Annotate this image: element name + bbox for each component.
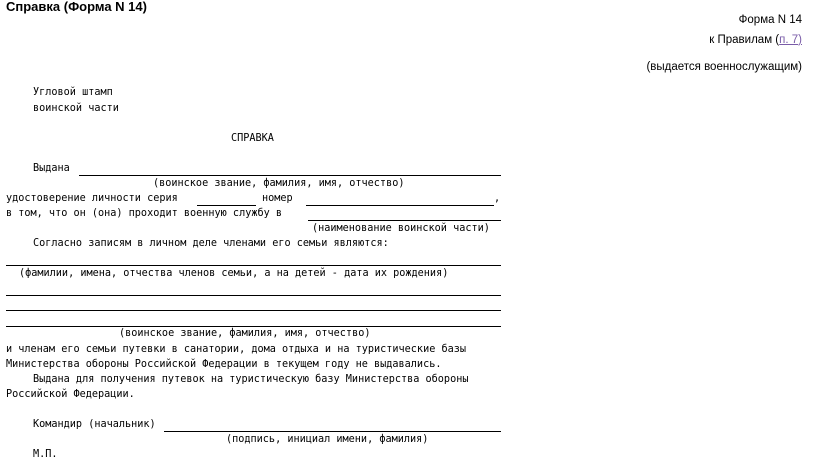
service-label: в том, что он (она) проходит военную службу в <box>6 208 283 219</box>
family-intro: Согласно записям в личном деле членами его семьи являются: <box>33 238 389 249</box>
id-number-label: номер <box>262 193 293 204</box>
commander-label: Командир (начальник) <box>33 419 156 430</box>
id-comma: , <box>494 193 501 204</box>
member-caption: (воинское звание, фамилия, имя, отчество) <box>119 328 371 339</box>
stamp-line-1: Угловой штамп <box>33 87 113 98</box>
rules-prefix: к Правилам <box>709 34 776 46</box>
unit-line <box>308 220 501 221</box>
page-title: Справка (Форма N 14) <box>6 0 147 14</box>
body-text-line-3: Выдана для получения путевок на туристическую базу Министерства обороны <box>33 374 469 385</box>
family-line-4 <box>6 326 501 327</box>
rules-link[interactable]: п. 7 <box>779 34 799 46</box>
body-text-line-2: Министерства обороны Российской Федерации в текущем году не выдавались. <box>6 359 442 370</box>
family-caption: (фамилии, имена, отчества членов семьи, а на детей - дата их рождения) <box>19 268 449 279</box>
unit-caption: (наименование воинской части) <box>312 223 490 234</box>
issued-label: Выдана <box>33 163 70 174</box>
body-text-line-4: Российской Федерации. <box>6 389 135 400</box>
signature-caption: (подпись, инициал имени, фамилия) <box>226 434 429 445</box>
issued-caption: (воинское звание, фамилия, имя, отчество) <box>153 178 405 189</box>
issued-to-note: (выдается военнослужащим) <box>646 61 802 73</box>
document-title: СПРАВКА <box>231 133 274 144</box>
id-number-line <box>306 205 494 206</box>
seal-label: М.П. <box>33 449 58 460</box>
issued-name-line <box>79 175 501 176</box>
body-text-line-1: и членам его семьи путевки в санатории, дома отдыха и на туристические базы <box>6 344 467 355</box>
stamp-line-2: воинской части <box>33 103 119 114</box>
commander-signature-line <box>164 431 501 432</box>
id-series-line <box>197 205 256 206</box>
rules-reference: к Правилам (п. 7) <box>709 34 802 46</box>
family-line-2 <box>6 295 501 296</box>
id-series-label: удостоверение личности серия <box>6 193 178 204</box>
form-number: Форма N 14 <box>738 14 802 26</box>
family-line-1 <box>6 265 501 266</box>
family-line-3 <box>6 310 501 311</box>
